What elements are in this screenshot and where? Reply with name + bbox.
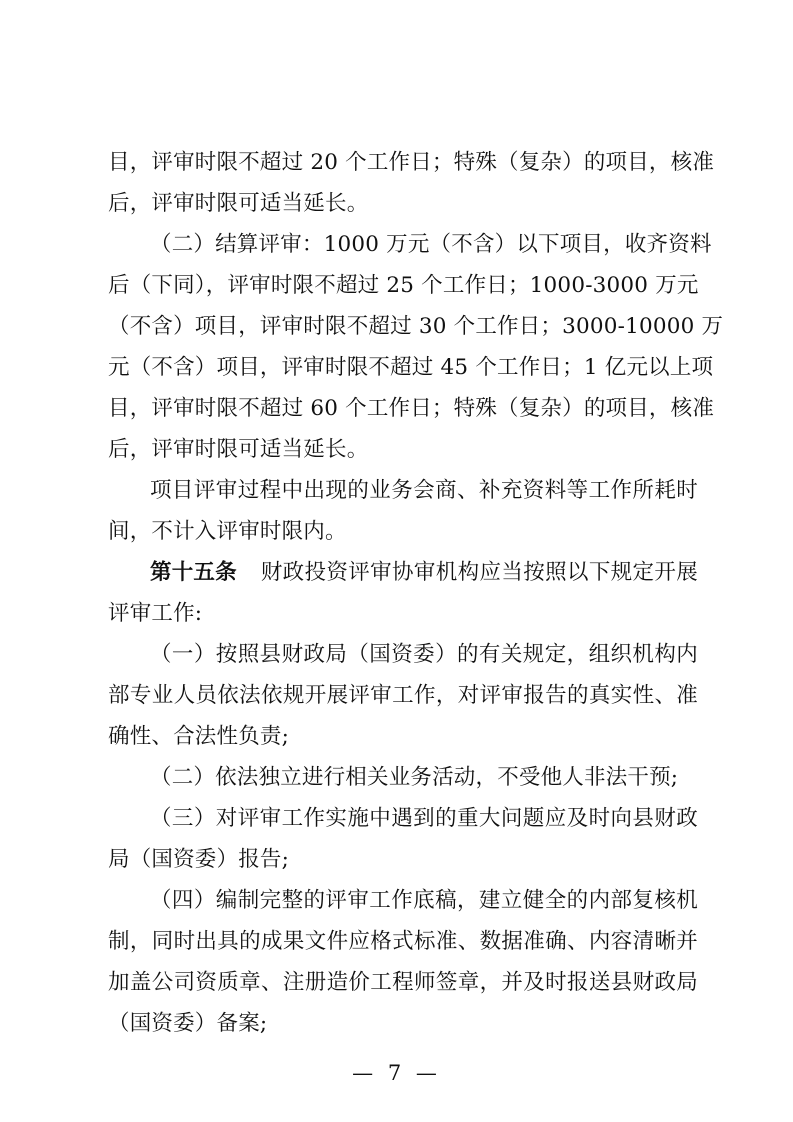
text-line: 局（国资委）报告; [108,847,290,872]
article-heading: 第十五条 [150,560,237,585]
text-line: 后（下同），评审时限不超过 25 个工作日；1000-3000 万元 [108,273,699,298]
article-gap [237,558,261,588]
text-line: （不含）项目，评审时限不超过 30 个工作日；3000-10000 万 [108,314,724,339]
text-line: 后，评审时限可适当延长。 [108,191,369,216]
text-line: 部专业人员依法依规开展评审工作，对评审报告的真实性、准 [108,683,698,708]
text-line: （三）对评审工作实施中遇到的重大问题应及时向县财政 [150,806,698,831]
text-line: （二）依法独立进行相关业务活动，不受他人非法干预; [150,765,679,790]
text-line: 后，评审时限可适当延长。 [108,437,369,462]
text-line: （国资委）备案; [108,1011,268,1036]
text-line: 目，评审时限不超过 20 个工作日；特殊（复杂）的项目，核准 [108,150,715,175]
text-line: 目，评审时限不超过 60 个工作日；特殊（复杂）的项目，核准 [108,396,715,421]
text-line: （二）结算评审：1000 万元（不含）以下项目，收齐资料 [150,232,712,257]
page-number: — 7 — [352,1061,441,1085]
text-line: 间，不计入评审时限内。 [108,519,347,544]
article-line [150,558,698,588]
text-line: 确性、合法性负责; [108,724,290,749]
text-line: 加盖公司资质章、注册造价工程师签章，并及时报送县财政局 [108,970,698,995]
text-line: （四）编制完整的评审工作底稿，建立健全的内部复核机 [150,888,698,913]
text-line: 元（不含）项目，评审时限不超过 45 个工作日；1 亿元以上项 [108,355,714,380]
text-line: 评审工作: [108,601,203,626]
text-line: 项目评审过程中出现的业务会商、补充资料等工作所耗时 [150,478,698,503]
text-line: （一）按照县财政局（国资委）的有关规定，组织机构内 [150,642,698,667]
text-line: 财政投资评审协审机构应当按照以下规定开展 [260,560,698,585]
text-line: 制，同时出具的成果文件应格式标准、数据准确、内容清晰并 [108,929,698,954]
